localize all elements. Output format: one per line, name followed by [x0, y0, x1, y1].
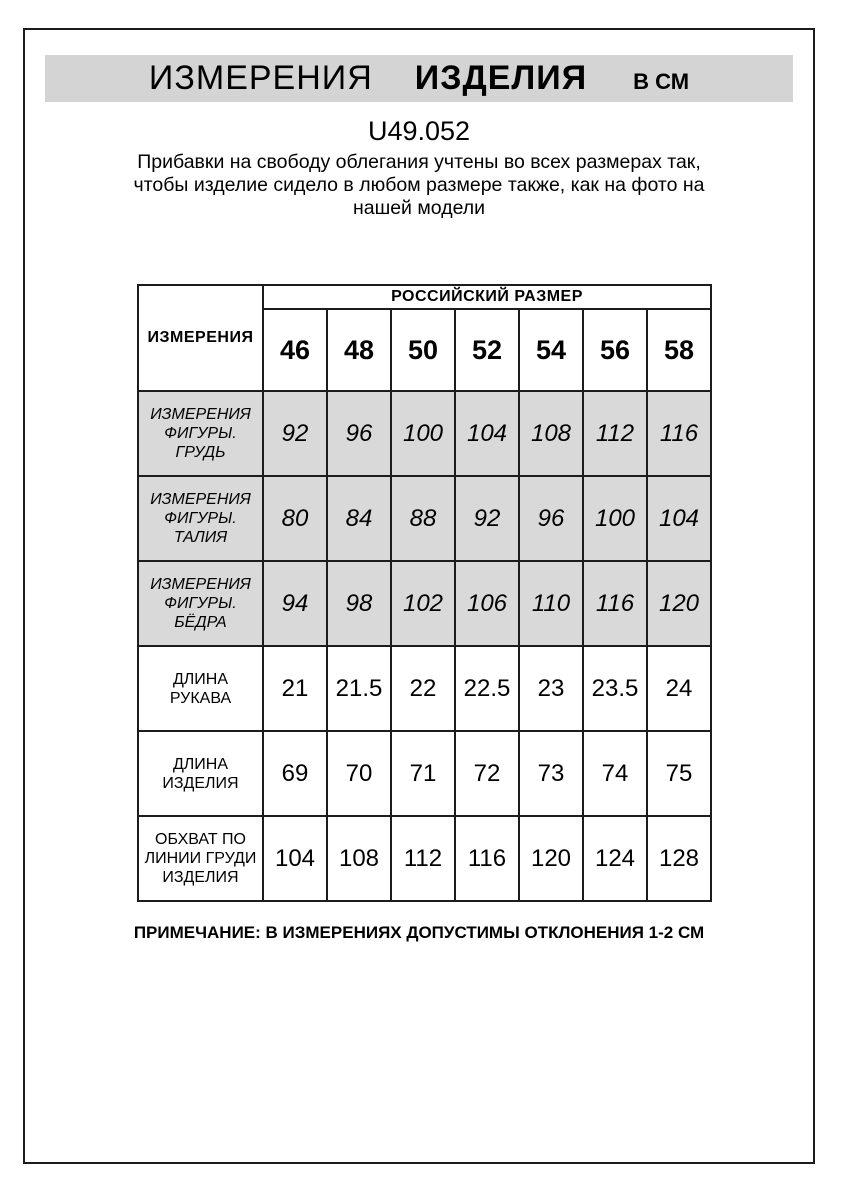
- measurement-cell: 106: [455, 561, 519, 646]
- measurement-cell: 102: [391, 561, 455, 646]
- size-header: 54: [519, 309, 583, 391]
- intro-line-3: нашей модели: [352, 197, 486, 219]
- article-code: U49.052: [367, 116, 471, 146]
- size-table: [137, 284, 712, 902]
- intro-text: [25, 151, 813, 220]
- table-row-chest: [138, 391, 711, 476]
- table-row-waist: [138, 476, 711, 561]
- measurement-cell: 80: [263, 476, 327, 561]
- measurement-cell: 84: [327, 476, 391, 561]
- measurement-cell: 100: [391, 391, 455, 476]
- size-header: 56: [583, 309, 647, 391]
- row-label-sleeve-length: ДЛИНА РУКАВА: [138, 646, 263, 731]
- measurement-cell: 96: [519, 476, 583, 561]
- row-label-product-length: ДЛИНА ИЗДЕЛИЯ: [138, 731, 263, 816]
- size-header: 50: [391, 309, 455, 391]
- page-frame: [23, 28, 815, 1164]
- table-corner-label: ИЗМЕРЕНИЯ: [138, 285, 263, 391]
- measurement-cell: 21.5: [327, 646, 391, 731]
- measurement-cell: 104: [455, 391, 519, 476]
- measurement-cell: 108: [519, 391, 583, 476]
- title-banner: [45, 55, 793, 102]
- row-label-chest: ИЗМЕРЕНИЯ ФИГУРЫ. ГРУДЬ: [138, 391, 263, 476]
- measurement-cell: 112: [391, 816, 455, 901]
- intro-line-2: чтобы изделие сидело в любом размере также, как на фото на: [133, 174, 705, 196]
- measurement-cell: 108: [327, 816, 391, 901]
- measurement-cell: 124: [583, 816, 647, 901]
- measurement-cell: 94: [263, 561, 327, 646]
- measurement-cell: 112: [583, 391, 647, 476]
- size-header: 46: [263, 309, 327, 391]
- measurement-cell: 116: [647, 391, 711, 476]
- size-header: 58: [647, 309, 711, 391]
- row-label-chest-girth: ОБХВАТ ПО ЛИНИИ ГРУДИ ИЗДЕЛИЯ: [138, 816, 263, 901]
- measurement-cell: 24: [647, 646, 711, 731]
- measurement-cell: 104: [263, 816, 327, 901]
- measurement-cell: 23: [519, 646, 583, 731]
- measurement-cell: 96: [327, 391, 391, 476]
- measurement-cell: 116: [583, 561, 647, 646]
- measurement-cell: 22.5: [455, 646, 519, 731]
- tolerance-note: ПРИМЕЧАНИЕ: В ИЗМЕРЕНИЯХ ДОПУСТИМЫ ОТКЛОНЕНИЯ 1-2 СМ: [133, 923, 705, 942]
- measurement-cell: 75: [647, 731, 711, 816]
- title-product: ИЗДЕЛИЯ: [414, 59, 588, 97]
- measurement-cell: 116: [455, 816, 519, 901]
- measurement-cell: 74: [583, 731, 647, 816]
- measurement-cell: 120: [519, 816, 583, 901]
- table-group-header-row: [138, 285, 711, 309]
- measurement-cell: 21: [263, 646, 327, 731]
- size-header: 52: [455, 309, 519, 391]
- measurement-cell: 92: [263, 391, 327, 476]
- title-measurements: ИЗМЕРЕНИЯ: [148, 59, 373, 97]
- measurement-cell: 72: [455, 731, 519, 816]
- size-header: 48: [327, 309, 391, 391]
- title-unit: В СМ: [633, 69, 690, 94]
- intro-line-1: Прибавки на свободу облегания учтены во всех размерах так,: [137, 151, 701, 173]
- measurement-cell: 71: [391, 731, 455, 816]
- row-label-hips: ИЗМЕРЕНИЯ ФИГУРЫ. БЁДРА: [138, 561, 263, 646]
- row-label-waist: ИЗМЕРЕНИЯ ФИГУРЫ. ТАЛИЯ: [138, 476, 263, 561]
- measurement-cell: 128: [647, 816, 711, 901]
- measurement-cell: 92: [455, 476, 519, 561]
- measurement-cell: 120: [647, 561, 711, 646]
- table-row-hips: [138, 561, 711, 646]
- russian-size-header: РОССИЙСКИЙ РАЗМЕР: [263, 285, 711, 309]
- measurement-cell: 23.5: [583, 646, 647, 731]
- measurement-cell: 73: [519, 731, 583, 816]
- measurement-cell: 104: [647, 476, 711, 561]
- measurement-cell: 22: [391, 646, 455, 731]
- table-row-sleeve-length: [138, 646, 711, 731]
- measurement-cell: 98: [327, 561, 391, 646]
- table-row-chest-girth: [138, 816, 711, 901]
- measurement-cell: 100: [583, 476, 647, 561]
- measurement-cell: 110: [519, 561, 583, 646]
- measurement-cell: 88: [391, 476, 455, 561]
- measurement-cell: 69: [263, 731, 327, 816]
- measurement-cell: 70: [327, 731, 391, 816]
- table-row-product-length: [138, 731, 711, 816]
